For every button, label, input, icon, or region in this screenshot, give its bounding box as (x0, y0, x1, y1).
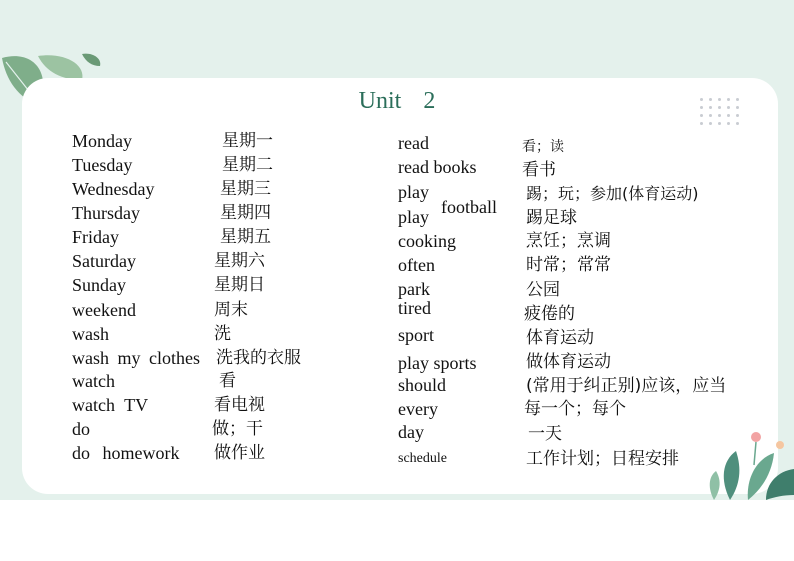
word-cn: (常用于纠正别)应该，应当 (526, 376, 727, 396)
word-en-extra: football (441, 197, 497, 217)
word-cn: 看；读 (522, 139, 564, 155)
word-en: should (398, 375, 447, 395)
word-en: read (398, 133, 429, 153)
word-en: Wednesday (72, 179, 155, 199)
word-en: watch (72, 371, 115, 391)
word-cn: 时常；常常 (526, 255, 611, 275)
page-title (0, 88, 794, 115)
word-cn: 洗我的衣服 (216, 348, 301, 368)
word-cn: 星期一 (222, 131, 273, 151)
word-cn: 星期二 (222, 155, 273, 175)
word-en: weekend (72, 300, 136, 320)
word-cn: 踢足球 (526, 208, 577, 228)
title-number: 2 (423, 88, 436, 114)
word-en: tired (398, 298, 431, 318)
word-en: Monday (72, 131, 132, 151)
word-en: wash my clothes (72, 348, 200, 368)
word-en: play (398, 182, 429, 202)
word-en: play (398, 207, 429, 227)
word-en: Sunday (72, 275, 126, 295)
word-en: Saturday (72, 251, 136, 271)
word-en: Thursday (72, 203, 140, 223)
word-en: read books (398, 157, 477, 177)
word-cn: 公园 (526, 280, 560, 300)
word-en: schedule (398, 451, 447, 466)
word-cn: 烹饪；烹调 (526, 231, 611, 251)
word-cn: 做作业 (214, 443, 265, 463)
word-cn: 做；干 (212, 419, 263, 439)
word-en: Tuesday (72, 155, 133, 175)
plant-decoration-icon (700, 425, 794, 500)
word-en: cooking (398, 231, 456, 251)
word-en: park (398, 279, 430, 299)
word-cn: 疲倦的 (524, 304, 575, 324)
word-en: do homework (72, 443, 180, 463)
title-unit: Unit (358, 88, 402, 114)
word-cn: 一天 (528, 424, 562, 444)
word-cn: 周末 (214, 300, 248, 320)
word-cn: 做体育运动 (526, 352, 611, 372)
word-en: every (398, 399, 438, 419)
word-en: day (398, 422, 424, 442)
word-cn: 每一个；每个 (524, 399, 626, 419)
word-en: wash (72, 324, 109, 344)
word-en: often (398, 255, 435, 275)
word-cn: 星期日 (214, 275, 265, 295)
word-en: do (72, 419, 90, 439)
word-cn: 看书 (522, 160, 556, 180)
word-en: play sports (398, 353, 477, 373)
word-cn: 星期五 (220, 227, 271, 247)
word-cn: 星期三 (220, 179, 271, 199)
word-cn: 星期四 (220, 203, 271, 223)
word-en: sport (398, 325, 434, 345)
word-cn: 踢；玩；参加(体育运动) (526, 184, 699, 203)
word-en: watch TV (72, 395, 149, 415)
word-cn: 看电视 (214, 395, 265, 415)
word-en: Friday (72, 227, 119, 247)
word-cn: 体育运动 (526, 328, 594, 348)
word-cn: 洗 (214, 324, 231, 344)
word-cn: 星期六 (214, 251, 265, 271)
word-cn: 工作计划；日程安排 (526, 449, 679, 469)
word-cn: 看 (219, 371, 236, 391)
